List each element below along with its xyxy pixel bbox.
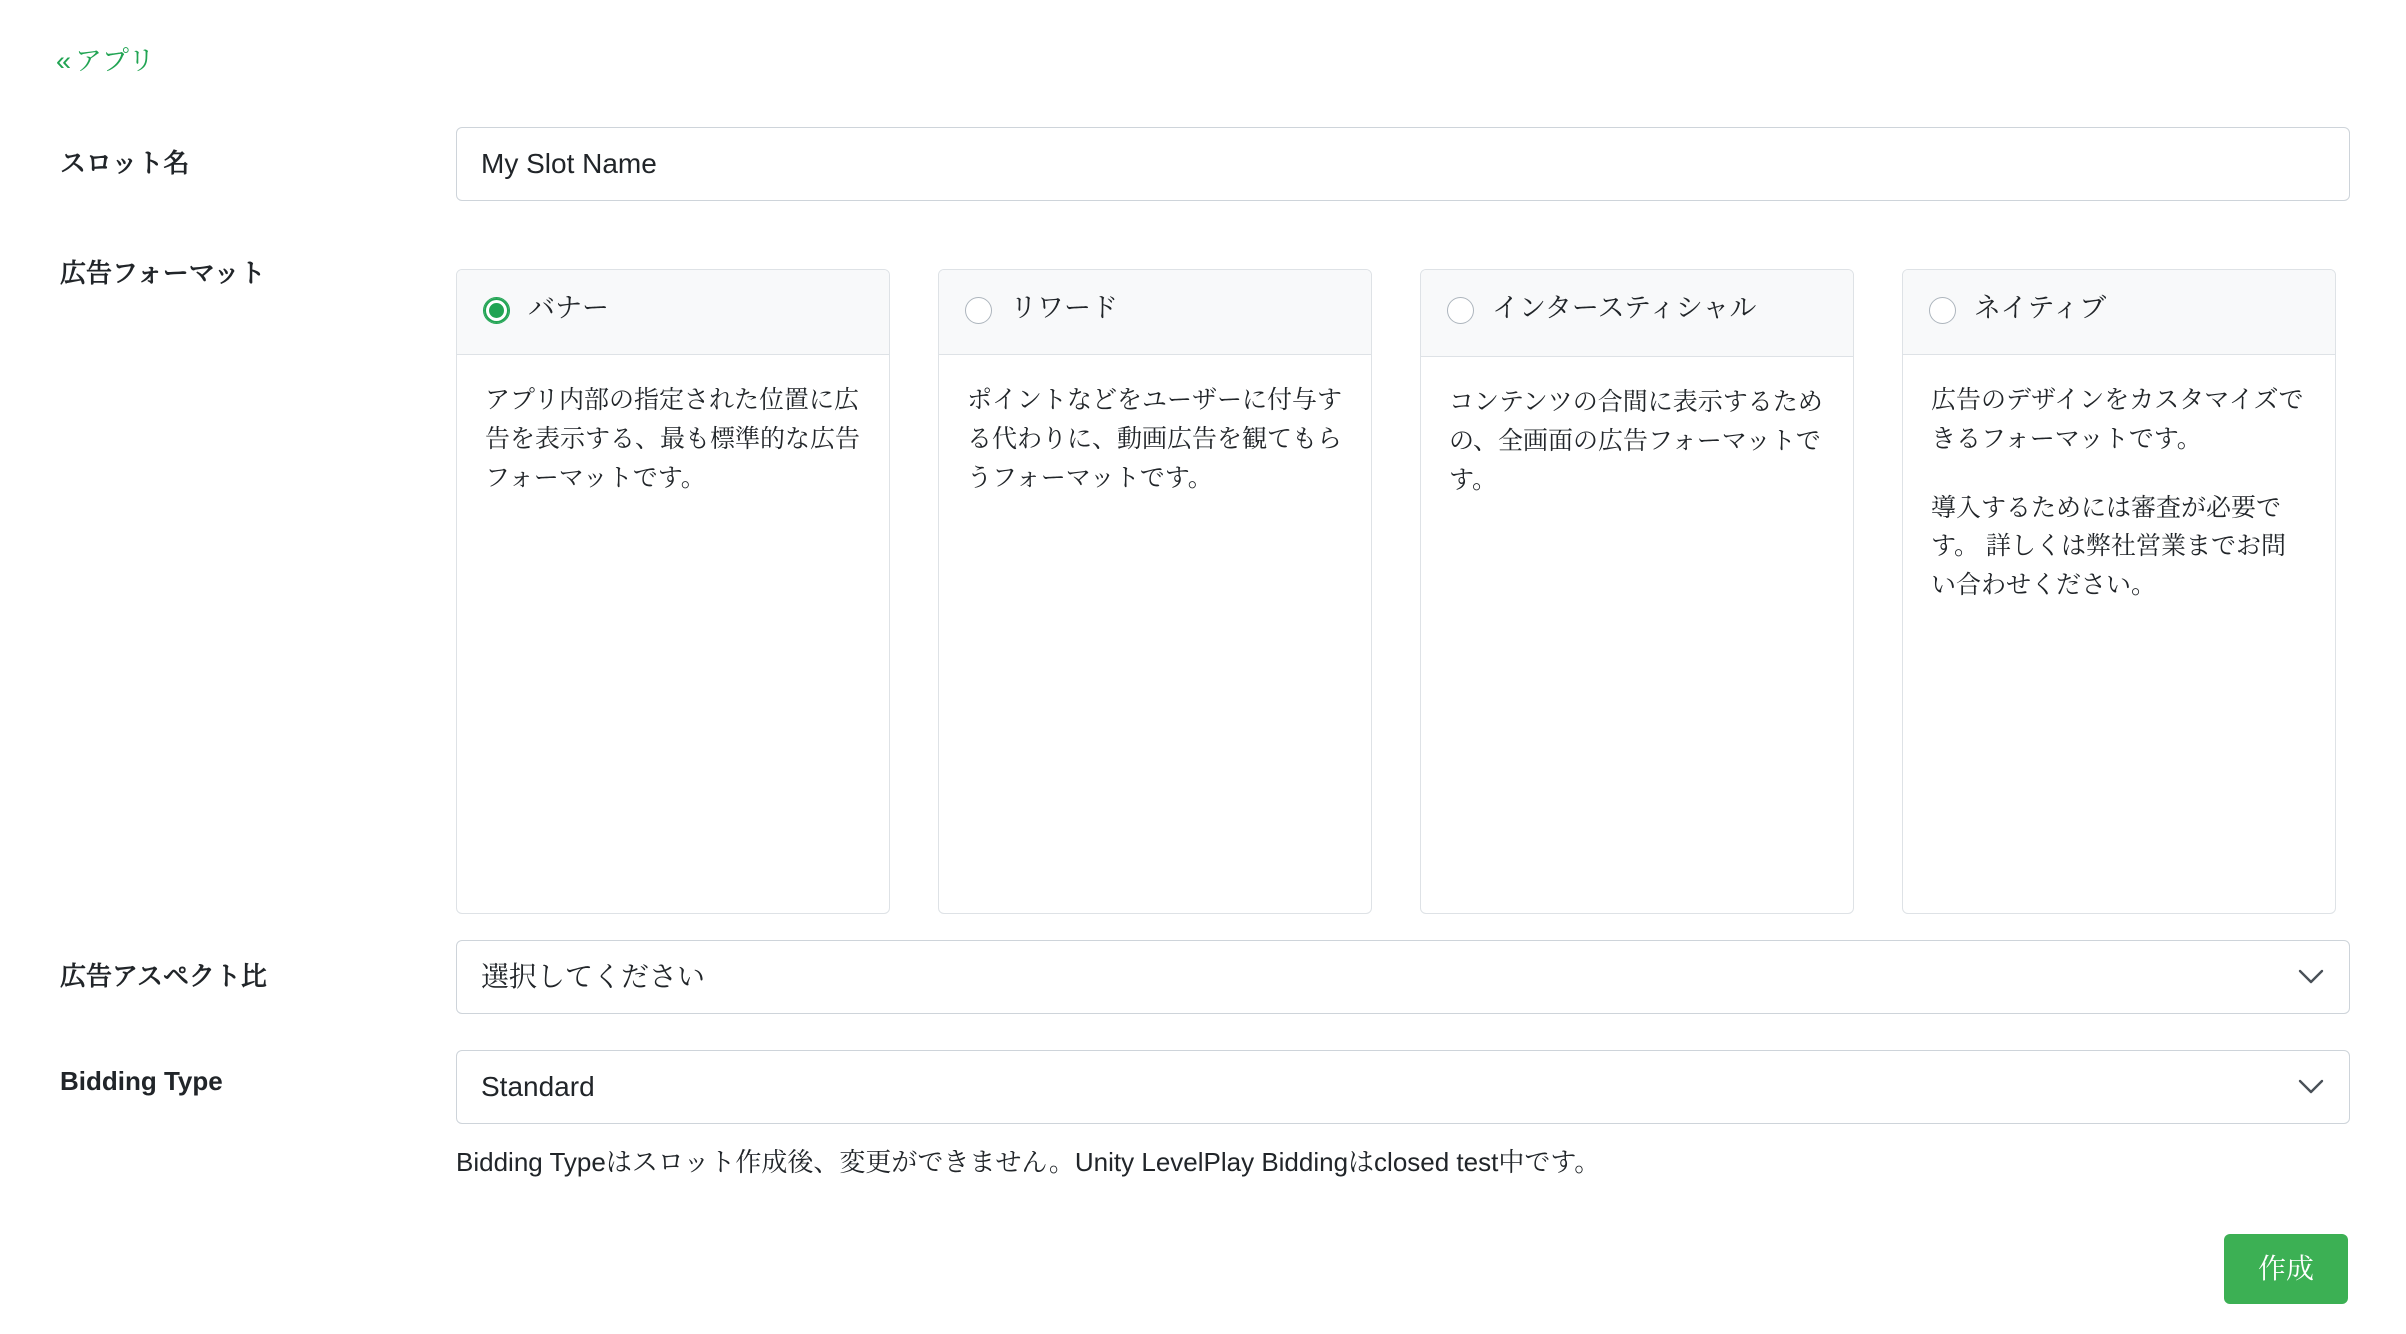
slot-name-row xyxy=(56,127,2350,201)
ad-format-description-paragraph: コンテンツの合間に表示するための、全画面の広告フォーマットです。 xyxy=(1449,388,1823,494)
ad-format-title: ネイティブ xyxy=(1974,293,2107,323)
ad-format-card-interstitial[interactable] xyxy=(1420,269,1854,914)
ad-format-row xyxy=(56,237,2350,914)
ad-format-description-paragraph: 広告のデザインをカスタマイズできるフォーマットです。 xyxy=(1931,386,2304,453)
ad-format-card-header[interactable] xyxy=(1421,270,1853,357)
form-footer xyxy=(456,1234,2350,1304)
ad-format-title: リワード xyxy=(1010,293,1118,323)
ad-format-card-banner[interactable] xyxy=(456,269,890,914)
slot-name-field xyxy=(456,127,2350,201)
radio-native-icon[interactable] xyxy=(1929,297,1956,324)
ad-format-label: 広告フォーマット xyxy=(60,258,266,288)
ad-format-card-group xyxy=(456,269,2350,914)
bidding-type-select[interactable]: Standard xyxy=(456,1050,2350,1124)
ad-format-description xyxy=(457,355,889,523)
aspect-ratio-select[interactable]: 選択してください xyxy=(456,940,2350,1014)
aspect-ratio-label: 広告アスペクト比 xyxy=(60,961,267,991)
ad-format-title: インタースティシャル xyxy=(1492,293,1757,323)
ad-format-card-rewarded[interactable] xyxy=(938,269,1372,914)
bidding-type-help-text: Bidding Typeはスロット作成後、変更ができません。Unity LevelPlay Biddingはclosed test中です。 xyxy=(456,1147,1601,1177)
ad-format-card-native[interactable] xyxy=(1902,269,2336,914)
breadcrumb-back-to-apps[interactable] xyxy=(56,48,155,75)
radio-banner-icon[interactable] xyxy=(483,297,510,324)
bidding-type-field xyxy=(456,1050,2350,1304)
ad-format-description xyxy=(1903,355,2335,631)
ad-format-card-header[interactable] xyxy=(1903,270,2335,355)
ad-format-description xyxy=(939,355,1371,523)
radio-interstitial-icon[interactable] xyxy=(1447,297,1474,324)
ad-format-card-header[interactable] xyxy=(939,270,1371,355)
ad-format-card-header[interactable] xyxy=(457,270,889,355)
ad-format-description xyxy=(1421,357,1853,525)
ad-format-description-paragraph: 導入するためには審査が必要です。 詳しくは弊社営業までお問い合わせください。 xyxy=(1931,493,2286,599)
aspect-ratio-row xyxy=(56,940,2350,1014)
slot-name-label: スロット名 xyxy=(60,148,190,178)
chevron-left-icon: « xyxy=(56,46,72,76)
slot-name-input[interactable] xyxy=(456,127,2350,201)
aspect-ratio-field xyxy=(456,940,2350,1014)
radio-rewarded-icon[interactable] xyxy=(965,297,992,324)
ad-format-description-paragraph: アプリ内部の指定された位置に広告を表示する、最も標準的な広告フォーマットです。 xyxy=(485,386,861,492)
ad-format-description-paragraph: ポイントなどをユーザーに付与する代わりに、動画広告を観てもらうフォーマットです。 xyxy=(967,386,1343,492)
bidding-type-select-wrapper xyxy=(456,1050,2350,1124)
ad-format-field xyxy=(456,237,2350,914)
bidding-type-row xyxy=(56,1050,2350,1304)
create-button[interactable]: 作成 xyxy=(2224,1234,2348,1304)
breadcrumb-label: アプリ xyxy=(75,46,155,76)
aspect-ratio-select-wrapper xyxy=(456,940,2350,1014)
ad-format-title: バナー xyxy=(528,293,609,323)
bidding-type-label: Bidding Type xyxy=(60,1066,223,1096)
